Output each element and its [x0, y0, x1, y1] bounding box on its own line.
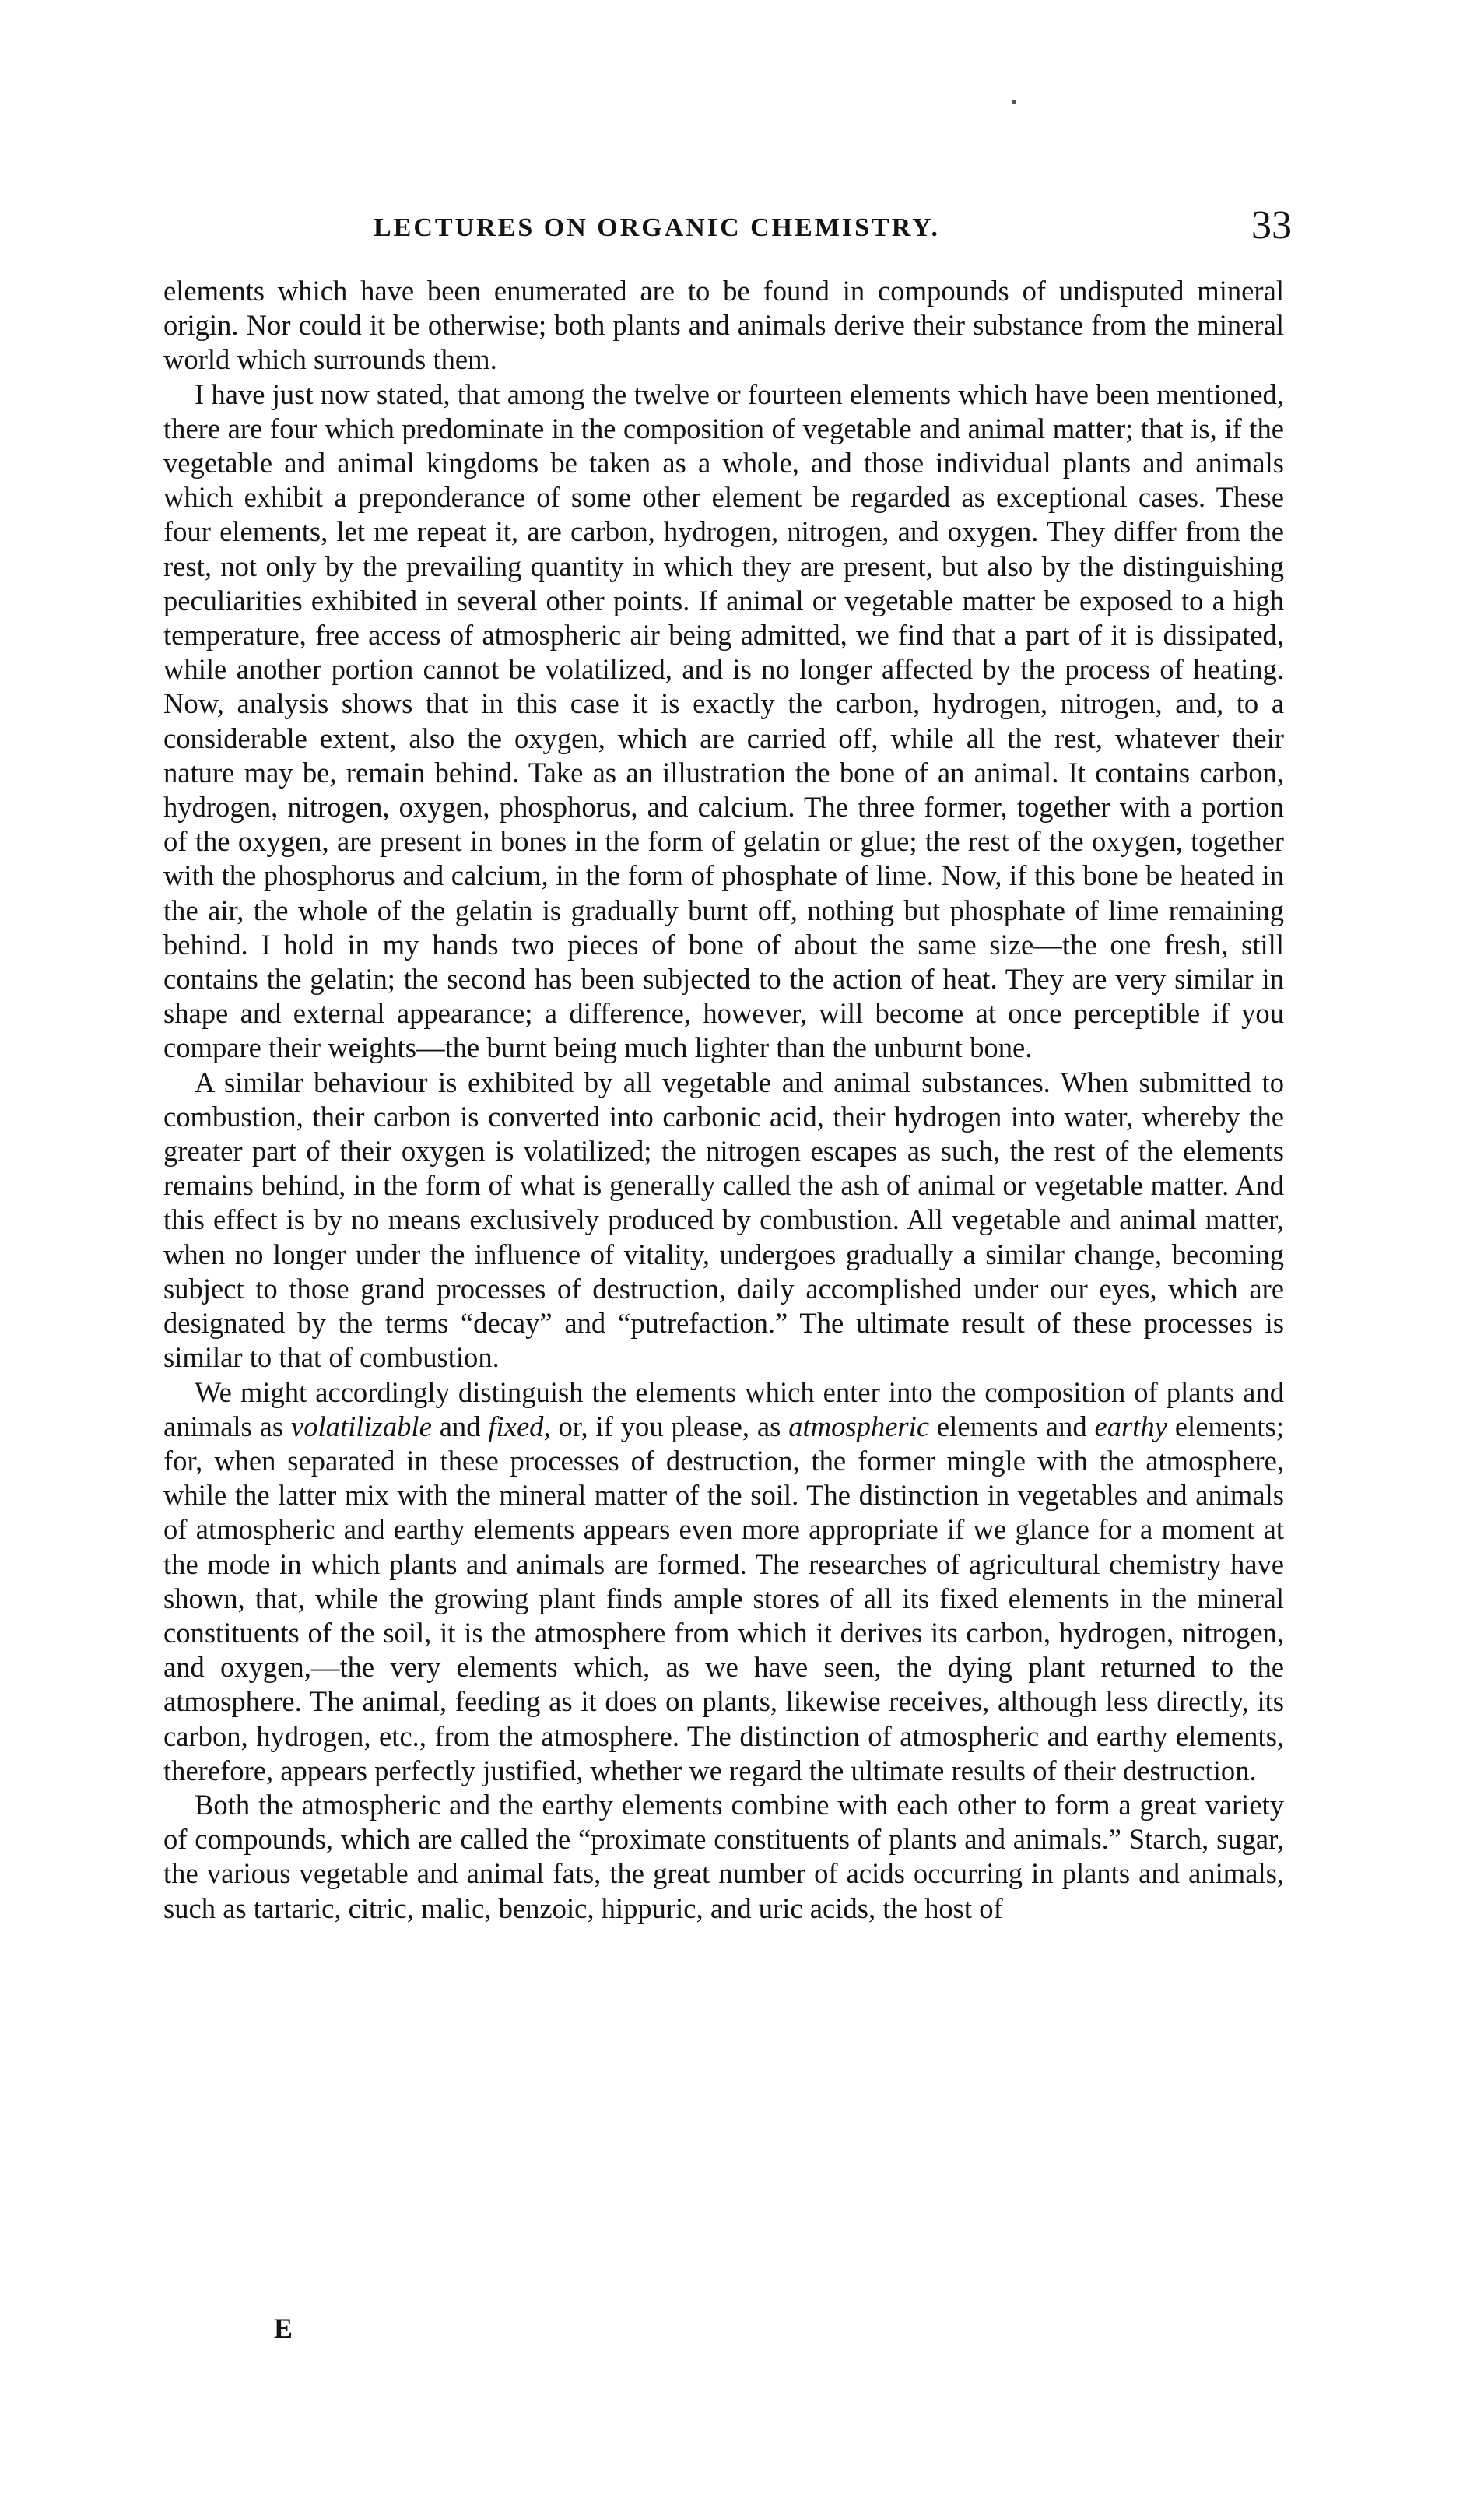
term-volatilizable: volatilizable [290, 1410, 432, 1442]
paragraph-1: elements which have been enumerated are to be found in compounds of undisputed mineral origin. Nor could it be otherwise; both plants and animals derive their substance from the mineral world which surrounds them. [163, 275, 1284, 376]
paragraph-4-text: and [431, 1410, 489, 1442]
paragraph-4-text: elements; for, when separated in these processes of destruction, the former mingle with the atmosphere, while the latter mix with the mineral matter of the soil. The distinction in vegetables and animals of atmospheric and earthy elements appears even more appropriate if we glance for a moment at the mode in which plants and animals are formed. The researches of agricultural chemistry have shown, that, while the growing plant finds ample stores of all its fixed elements in the mineral constituents of the soil, it is the atmosphere from which it derives its carbon, hydrogen, nitrogen, and oxygen,—the very elements which, as we have seen, the dying plant returned to the atmosphere. The animal, feeding as it does on plants, likewise receives, although less directly, its carbon, hydrogen, etc., from the atmosphere. The distinction of atmospheric and earthy elements, therefore, appears perfectly justified, whether we regard the ultimate results of their destruction. [163, 1410, 1284, 1786]
running-title: LECTURES ON ORGANIC CHEMISTRY. [374, 213, 940, 242]
paragraph-4-text: elements and [929, 1410, 1095, 1442]
signature-mark: E [274, 2313, 293, 2344]
page-number: 33 [1251, 203, 1292, 248]
paragraph-4 [163, 1375, 1284, 1788]
paragraph-2: I have just now stated, that among the twelve or fourteen elements which have been mentioned, there are four which predominate in the composition of vegetable and animal matter; that is, if the vegetable and animal kingdoms be taken as a whole, and those individual plants and animals which exhibit a preponderance of some other element be regarded as exceptional cases. These four elements, let me repeat it, are carbon, hydrogen, nitrogen, and oxygen. They differ from the rest, not only by the prevailing quantity in which they are present, but also by the distinguishing peculiarities exhibited in several other points. If animal or vegetable matter be exposed to a high temperature, free access of atmospheric air being admitted, we find that a part of it is dissipated, while another portion cannot be volatilized, and is no longer affected by the process of heating. Now, analysis shows that in this case it is exactly the carbon, hydrogen, nitrogen, and, to a considerable extent, also the oxygen, which are carried off, while all the rest, whatever their nature may be, remain behind. Take as an illustration the bone of an animal. It contains carbon, hydrogen, nitrogen, oxygen, phosphorus, and calcium. The three former, together with a portion of the oxygen, are present in bones in the form of gelatin or glue; the rest of the oxygen, together with the phosphorus and calcium, in the form of phosphate of lime. Now, if this bone be heated in the air, the whole of the gelatin is gradually burnt off, nothing but phosphate of lime remaining behind. I hold in my hands two pieces of bone of about the same size—the one fresh, still contains the gelatin; the second has been subjected to the action of heat. They are very similar in shape and external appearance; a difference, however, will become at once perceptible if you compare their weights—the burnt being much lighter than the unburnt bone. [163, 378, 1284, 1064]
term-earthy: earthy [1094, 1410, 1167, 1442]
page-body [163, 274, 1284, 1926]
ink-speck [1012, 100, 1016, 104]
paragraph-3: A similar behaviour is exhibited by all vegetable and animal substances. When submitted to combustion, their carbon is converted into carbonic acid, their hydrogen into water, whereby the greater part of their oxygen is volatilized; the nitrogen escapes as such, the rest of the elements remains behind, in the form of what is generally called the ash of animal or vegetable matter. And this effect is by no means exclusively produced by combustion. All vegetable and animal matter, when no longer under the influence of vitality, undergoes gradually a similar change, becoming subject to those grand processes of destruction, daily accomplished under our eyes, which are designated by the terms “decay” and “putrefaction.” The ultimate result of these processes is similar to that of combustion. [163, 1066, 1284, 1374]
page-header [280, 203, 1292, 255]
term-fixed: fixed [488, 1410, 544, 1442]
paragraph-4-text: , or, if you please, as [543, 1410, 789, 1442]
paragraph-5: Both the atmospheric and the earthy elements combine with each other to form a great variety of compounds, which are called the “proximate constituents of plants and animals.” Starch, sugar, the various vegetable and animal fats, the great number of acids occurring in plants and animals, such as tartaric, citric, malic, benzoic, hippuric, and uric acids, the host of [163, 1788, 1284, 1924]
paragraph-4-text: We might accordingly distinguish the elements which enter into the composition of plants and animals as [163, 1375, 1284, 1442]
term-atmospheric: atmospheric [788, 1410, 930, 1442]
